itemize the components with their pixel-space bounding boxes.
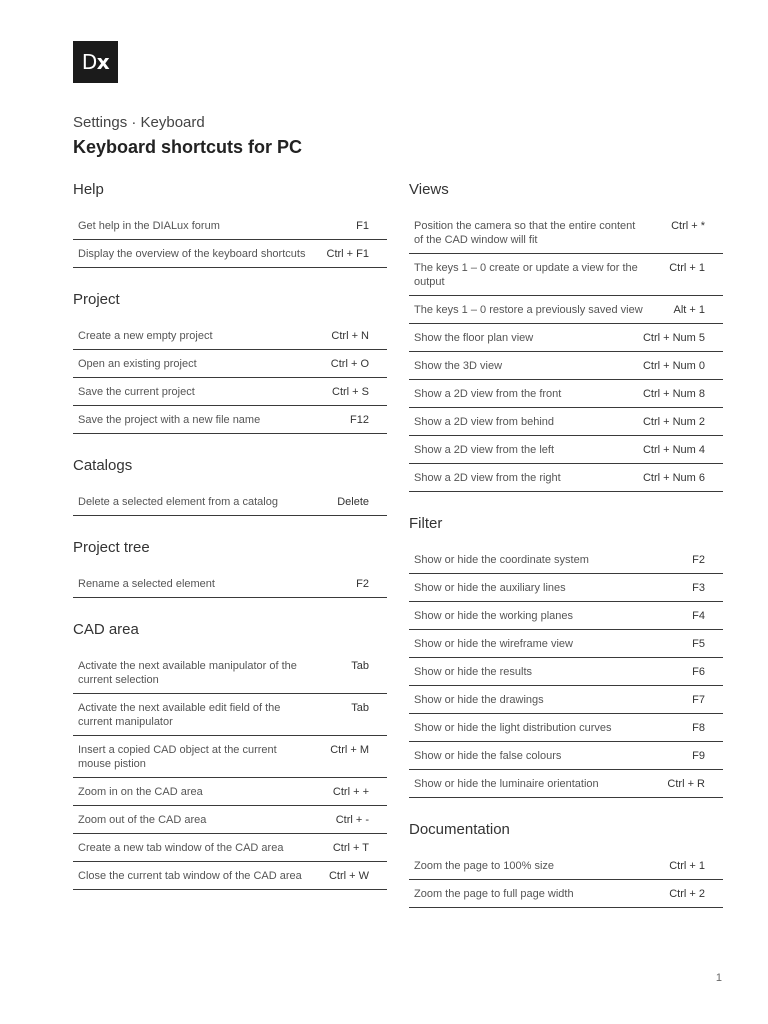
shortcut-key: Ctrl + F1 bbox=[326, 248, 369, 260]
shortcut-row bbox=[73, 240, 387, 268]
shortcut-description: The keys 1 – 0 restore a previously saved view bbox=[414, 304, 643, 316]
section-help bbox=[73, 180, 387, 268]
shortcut-key: F4 bbox=[692, 610, 705, 622]
shortcut-row bbox=[73, 652, 387, 694]
shortcut-key: Ctrl + 1 bbox=[669, 262, 705, 274]
shortcut-row bbox=[73, 488, 387, 516]
shortcut-row bbox=[409, 852, 723, 880]
shortcut-description: Close the current tab window of the CAD area bbox=[78, 870, 302, 882]
shortcut-key: F3 bbox=[692, 582, 705, 594]
shortcut-key: F9 bbox=[692, 750, 705, 762]
shortcut-description: Position the camera so that the entire content of the CAD window will fit bbox=[414, 220, 636, 246]
shortcut-row bbox=[73, 212, 387, 240]
shortcut-description: Zoom the page to full page width bbox=[414, 888, 574, 900]
shortcut-key: Delete bbox=[337, 496, 369, 508]
shortcut-description: Zoom the page to 100% size bbox=[414, 860, 555, 872]
shortcut-key: F8 bbox=[692, 722, 705, 734]
shortcut-description: Display the overview of the keyboard shortcuts bbox=[78, 248, 306, 260]
shortcut-row bbox=[409, 436, 723, 464]
shortcut-description: The keys 1 – 0 create or update a view for the output bbox=[414, 262, 638, 288]
shortcut-description: Show or hide the results bbox=[414, 666, 533, 678]
shortcut-key: Alt + 1 bbox=[673, 304, 705, 316]
shortcut-row bbox=[409, 254, 723, 296]
section-title: Documentation bbox=[409, 821, 510, 838]
shortcut-row bbox=[73, 694, 387, 736]
shortcut-row bbox=[409, 602, 723, 630]
shortcut-key: Tab bbox=[351, 660, 369, 672]
shortcut-description: Delete a selected element from a catalog bbox=[78, 496, 278, 508]
shortcut-description: Show or hide the wireframe view bbox=[414, 638, 573, 650]
shortcut-row bbox=[409, 296, 723, 324]
shortcut-description: Show a 2D view from the right bbox=[414, 472, 561, 484]
shortcut-description: Save the project with a new file name bbox=[78, 414, 261, 426]
shortcut-key: F7 bbox=[692, 694, 705, 706]
shortcut-key: Ctrl + O bbox=[330, 358, 369, 370]
shortcut-row bbox=[409, 630, 723, 658]
section-title: Project bbox=[73, 291, 120, 308]
shortcut-key: Ctrl + 2 bbox=[669, 888, 705, 900]
shortcut-row bbox=[409, 352, 723, 380]
right-column bbox=[409, 178, 723, 930]
shortcut-row bbox=[73, 806, 387, 834]
shortcut-row bbox=[409, 714, 723, 742]
section-documentation bbox=[409, 820, 723, 908]
shortcut-row bbox=[409, 380, 723, 408]
page-title: Keyboard shortcuts for PC bbox=[73, 137, 303, 157]
shortcut-row bbox=[73, 862, 387, 890]
left-column bbox=[73, 178, 387, 912]
shortcut-row bbox=[73, 778, 387, 806]
shortcut-row bbox=[73, 322, 387, 350]
shortcut-description: Open an existing project bbox=[78, 358, 197, 370]
shortcut-key: F1 bbox=[356, 220, 369, 232]
shortcut-key: Ctrl + R bbox=[667, 778, 705, 790]
shortcut-description: Activate the next available manipulator of the current selection bbox=[78, 660, 297, 686]
shortcut-row bbox=[409, 574, 723, 602]
shortcut-row bbox=[73, 570, 387, 598]
shortcut-description: Zoom in on the CAD area bbox=[78, 786, 203, 798]
shortcut-description: Show or hide the light distribution curves bbox=[414, 722, 612, 734]
shortcut-key: F12 bbox=[350, 414, 369, 426]
shortcut-row bbox=[409, 880, 723, 908]
shortcut-key: Ctrl + M bbox=[330, 744, 369, 756]
shortcut-key: Ctrl + * bbox=[671, 220, 705, 232]
shortcut-key: Ctrl + - bbox=[335, 814, 369, 826]
shortcut-key: F2 bbox=[692, 554, 705, 566]
section-project-tree bbox=[73, 538, 387, 598]
shortcut-description: Show the 3D view bbox=[414, 360, 503, 372]
shortcut-key: Ctrl + Num 5 bbox=[642, 332, 705, 344]
section-title: Catalogs bbox=[73, 457, 133, 474]
shortcut-key: Ctrl + S bbox=[332, 386, 369, 398]
shortcut-description: Show a 2D view from behind bbox=[414, 416, 555, 428]
shortcut-description: Create a new tab window of the CAD area bbox=[78, 842, 284, 854]
section-project bbox=[73, 290, 387, 434]
section-title: Views bbox=[409, 181, 449, 198]
shortcut-row bbox=[73, 406, 387, 434]
shortcut-description: Rename a selected element bbox=[78, 578, 215, 590]
shortcut-key: Ctrl + Num 6 bbox=[642, 472, 705, 484]
shortcut-description: Save the current project bbox=[78, 386, 195, 398]
section-filter bbox=[409, 514, 723, 798]
shortcut-row bbox=[409, 742, 723, 770]
shortcut-row bbox=[409, 464, 723, 492]
shortcut-description: Zoom out of the CAD area bbox=[78, 814, 207, 826]
dialux-logo: D x bbox=[73, 41, 118, 83]
section-views bbox=[409, 180, 723, 492]
shortcut-key: F2 bbox=[356, 578, 369, 590]
shortcut-description: Show or hide the coordinate system bbox=[414, 554, 589, 566]
shortcut-key: Ctrl + + bbox=[332, 786, 369, 798]
shortcut-row bbox=[409, 658, 723, 686]
shortcut-key: Ctrl + Num 2 bbox=[642, 416, 705, 428]
shortcut-description: Show or hide the false colours bbox=[414, 750, 562, 762]
section-title: Filter bbox=[409, 515, 443, 532]
shortcut-key: F6 bbox=[692, 666, 705, 678]
shortcut-key: Tab bbox=[351, 702, 369, 714]
shortcut-row bbox=[409, 770, 723, 798]
shortcut-key: Ctrl + T bbox=[332, 842, 369, 854]
shortcut-description: Create a new empty project bbox=[78, 330, 213, 342]
page-number: 1 bbox=[715, 972, 722, 984]
shortcut-row bbox=[409, 324, 723, 352]
shortcut-description: Show the floor plan view bbox=[414, 332, 534, 344]
shortcut-key: Ctrl + W bbox=[328, 870, 369, 882]
section-title: Help bbox=[73, 181, 104, 198]
shortcut-key: Ctrl + Num 0 bbox=[642, 360, 705, 372]
shortcut-key: Ctrl + 1 bbox=[669, 860, 705, 872]
shortcut-key: Ctrl + Num 4 bbox=[642, 444, 705, 456]
shortcut-description: Insert a copied CAD object at the current mouse pistion bbox=[78, 744, 277, 770]
shortcut-description: Show or hide the auxiliary lines bbox=[414, 582, 566, 594]
shortcut-row bbox=[409, 686, 723, 714]
shortcut-key: Ctrl + N bbox=[331, 330, 369, 342]
shortcut-description: Show a 2D view from the front bbox=[414, 388, 562, 400]
shortcut-key: F5 bbox=[692, 638, 705, 650]
shortcut-row bbox=[73, 378, 387, 406]
shortcut-description: Show or hide the drawings bbox=[414, 694, 544, 706]
section-catalogs bbox=[73, 456, 387, 516]
shortcut-row bbox=[73, 736, 387, 778]
shortcut-row bbox=[409, 546, 723, 574]
section-title: Project tree bbox=[73, 539, 150, 556]
shortcut-description: Show or hide the working planes bbox=[414, 610, 573, 622]
shortcut-description: Show a 2D view from the left bbox=[414, 444, 555, 456]
shortcut-row bbox=[409, 212, 723, 254]
shortcut-key: Ctrl + Num 8 bbox=[642, 388, 705, 400]
shortcut-row bbox=[73, 834, 387, 862]
section-cad-area bbox=[73, 620, 387, 890]
shortcut-row bbox=[73, 350, 387, 378]
shortcut-row bbox=[409, 408, 723, 436]
shortcut-description: Activate the next available edit field of the current manipulator bbox=[78, 702, 281, 728]
section-title: CAD area bbox=[73, 621, 139, 638]
shortcut-description: Show or hide the luminaire orientation bbox=[414, 778, 599, 790]
shortcut-description: Get help in the DIALux forum bbox=[78, 220, 220, 232]
breadcrumb: Settings · Keyboard bbox=[73, 114, 205, 131]
